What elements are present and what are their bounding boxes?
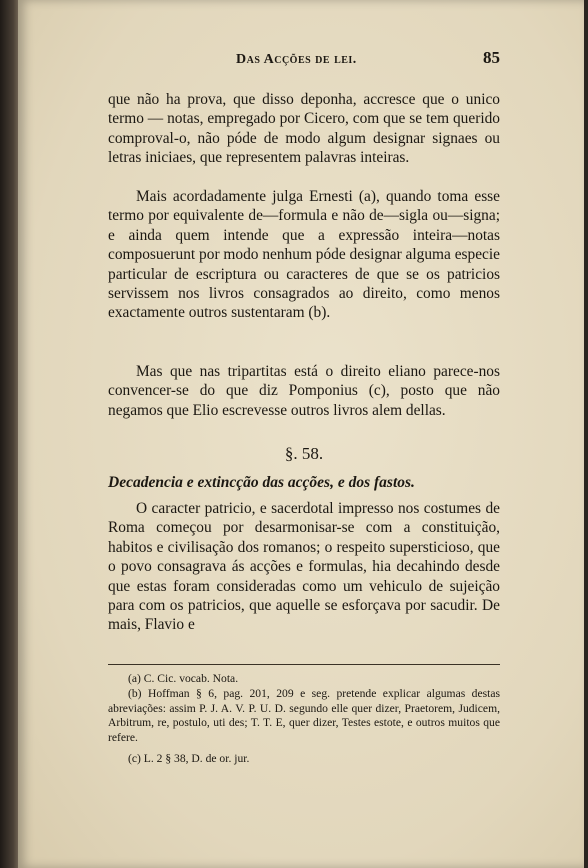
running-head: Das Acções de lei.	[236, 52, 357, 67]
book-page	[18, 0, 584, 868]
paragraph-4	[108, 499, 500, 635]
paragraph-3	[108, 362, 500, 420]
paragraph-text: que não ha prova, que disso deponha, accresce que o unico termo — notas, empregado por Cicero, com que se tem querido comproval-o, não póde de modo algum designar signaes ou letras iniciaes, que representem palavras inteiras.	[108, 91, 500, 167]
paragraph-text: Mais acordadamente julga Ernesti (a), quando toma esse termo por equivalente de—formula e não de—sigla ou—signa; e ainda quem intende que a expressão inteira—notas composuerunt por modo nenhum póde designar alguma especie particular de escriptura ou caracteres de que se os patricios servissem nos livros consagrados ao direito, como menos exactamente outros sustentaram (b).	[108, 188, 500, 322]
footnote-b: (b) Hoffman § 6, pag. 201, 209 e seg. pretende explicar algumas destas abreviações: assim P. J. A. V. P. U. D. segundo elle quer dizer, Praetorem, Judicem, Arbitrum, re, postulo, uti des; T. T. E, quer dizer, Testes estote, e outros muitos que refere.	[108, 686, 500, 745]
footnote-divider	[108, 664, 500, 665]
paragraph-text: O caracter patricio, e sacerdotal impresso nos costumes de Roma começou por desarmonisar-se com a constituição, habitos e civilisação dos romanos; o respeito supersticioso, que o povo consagrava ás acções e formulas, hia decahindo desde que estas foram consideradas como um vehiculo de sujeição para com os patricios, que aquelle se esforçava por sacudir. De mais, Flavio e	[108, 500, 500, 634]
footnotes	[108, 672, 500, 767]
page-number: 85	[483, 48, 500, 67]
paragraph-text: Mas que nas tripartitas está o direito eliano parece-nos convencer-se do que diz Pomponius (c), posto que não negamos que Elio escrevesse outros livros alem dellas.	[108, 363, 500, 419]
section-title: Decadencia e extincção das acções, e dos fastos.	[108, 474, 415, 491]
page-header	[108, 48, 500, 72]
paragraph-1	[108, 90, 500, 168]
paragraph-2	[108, 187, 500, 323]
footnote-c: (c) L. 2 § 38, D. de or. jur.	[128, 751, 250, 765]
footnote-a: (a) C. Cic. vocab. Nota.	[128, 672, 239, 685]
section-number: §. 58.	[284, 444, 324, 463]
